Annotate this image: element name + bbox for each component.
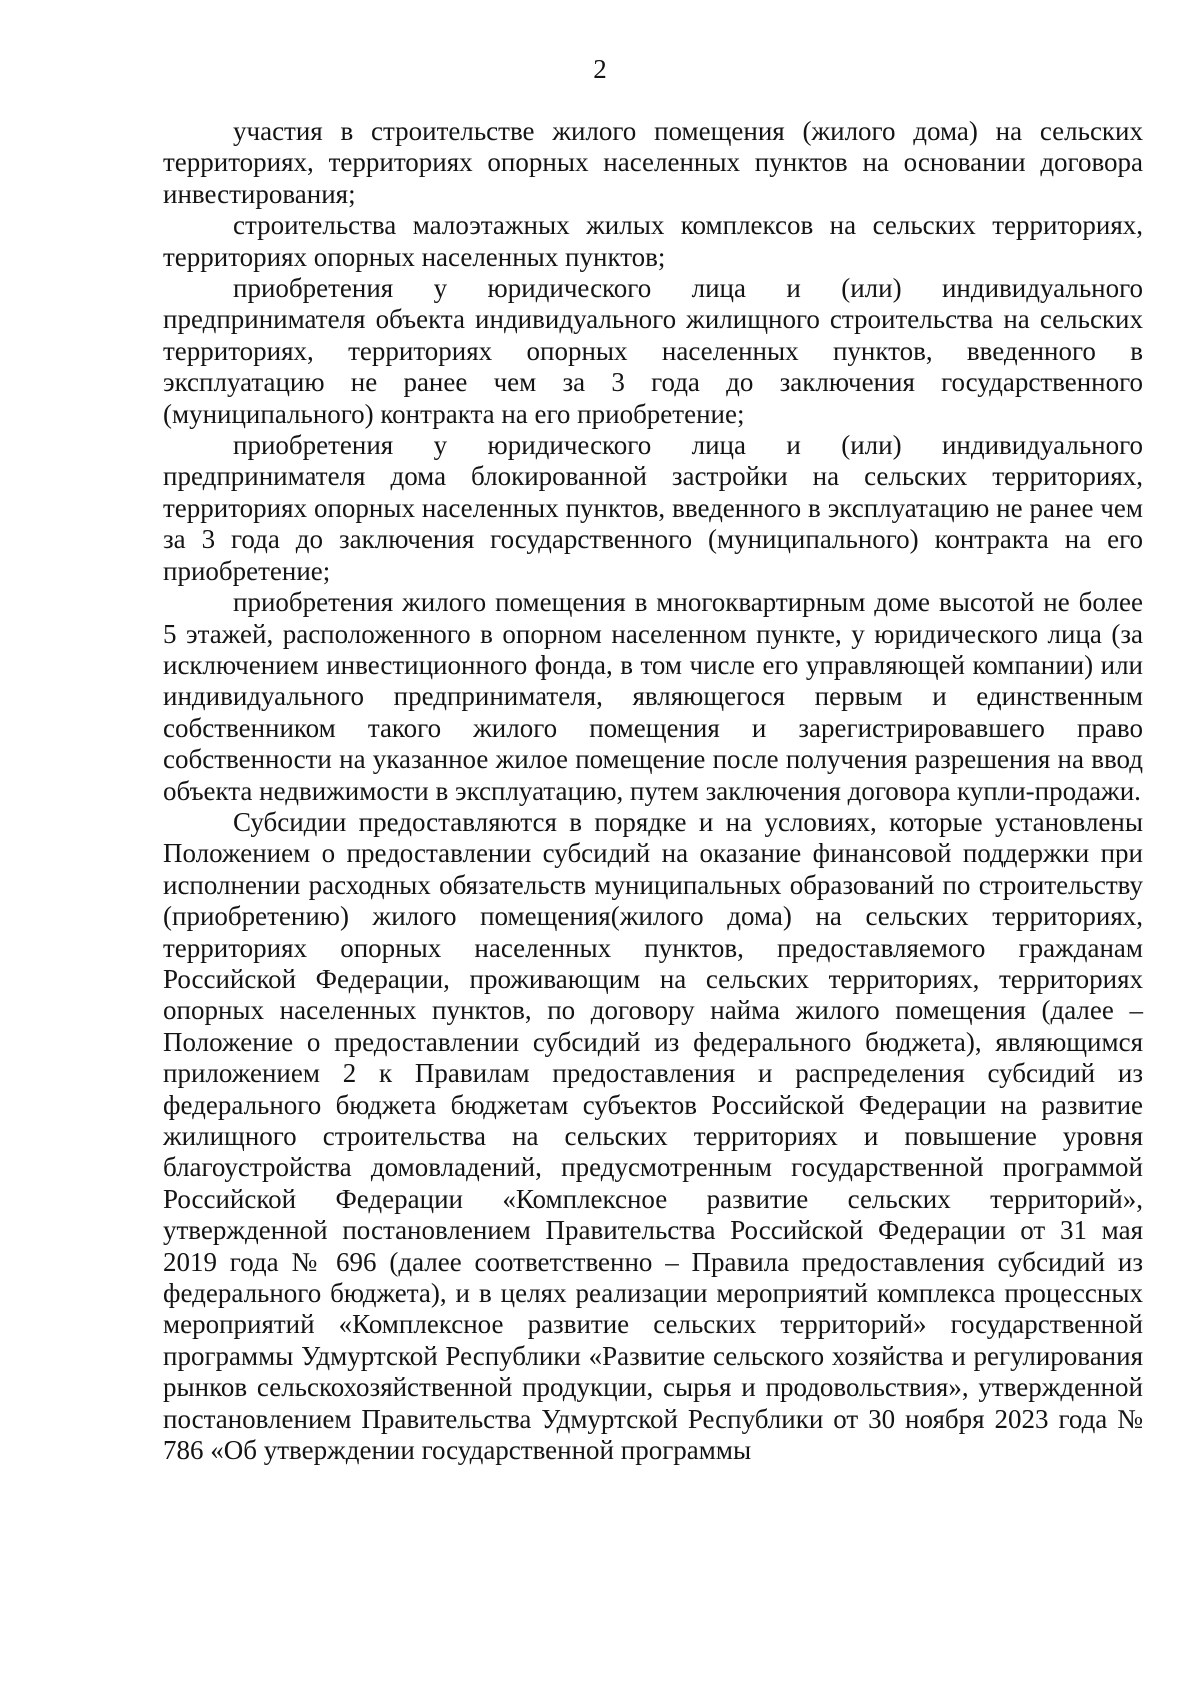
paragraph-apartment-purchase: приобретения жилого помещения в многоквартирным доме высотой не более 5 этажей, расположенного в опорном населенном пункте, у юридического лица (за исключением инвестиционного фонда, в том числе его управляющей компании) или индивидуального предпринимателя, являющегося первым и единственным собственником такого жилого помещения и зарегистрировавшего право собственности на указанное жилое помещение после получения разрешения на ввод объекта недвижимости в эксплуатацию, путем заключения договора купли-продажи.	[163, 587, 1143, 806]
page-number: 2	[593, 54, 607, 84]
document-body	[163, 116, 1143, 1466]
paragraph-blocked-house-purchase: приобретения у юридического лица и (или) индивидуального предпринимателя дома блокированной застройки на сельских территориях, территориях опорных населенных пунктов, введенного в эксплуатацию не ранее чем за 3 года до заключения государственного (муниципального) контракта на его приобретение;	[163, 430, 1143, 586]
paragraph-subsidies-conditions: Субсидии предоставляются в порядке и на условиях, которые установлены Положением о предоставлении субсидий на оказание финансовой поддержки при исполнении расходных обязательств муниципальных образований по строительству (приобретению) жилого помещения(жилого дома) на сельских территориях, территориях опорных населенных пунктов, предоставляемого гражданам Российской Федерации, проживающим на сельских территориях, территориях опорных населенных пунктов, по договору найма жилого помещения (далее – Положение о предоставлении субсидий из федерального бюджета), являющимся приложением 2 к Правилам предоставления и распределения субсидий из федерального бюджета бюджетам субъектов Российской Федерации на развитие жилищного строительства на сельских территориях и повышение уровня благоустройства домовладений, предусмотренным государственной программой Российской Федерации «Комплексное развитие сельских территорий», утвержденной постановлением Правительства Российской Федерации от 31 мая 2019 года № 696 (далее соответственно – Правила предоставления субсидий из федерального бюджета), и в целях реализации мероприятий комплекса процессных мероприятий «Комплексное развитие сельских территорий» государственной программы Удмуртской Республики «Развитие сельского хозяйства и регулирования рынков сельскохозяйственной продукции, сырья и продовольствия», утвержденной постановлением Правительства Удмуртской Республики от 30 ноября 2023 года № 786 «Об утверждении государственной программы	[163, 806, 1143, 1466]
paragraph-low-rise-complexes: строительства малоэтажных жилых комплексов на сельских территориях, территориях опорных населенных пунктов;	[163, 210, 1143, 272]
paragraph-individual-housing-purchase: приобретения у юридического лица и (или) индивидуального предпринимателя объекта индивидуального жилищного строительства на сельских территориях, территориях опорных населенных пунктов, введенного в эксплуатацию не ранее чем за 3 года до заключения государственного (муниципального) контракта на его приобретение;	[163, 273, 1143, 429]
paragraph-rural-housing-investment: участия в строительстве жилого помещения (жилого дома) на сельских территориях, территориях опорных населенных пунктов на основании договора инвестирования;	[163, 116, 1143, 209]
